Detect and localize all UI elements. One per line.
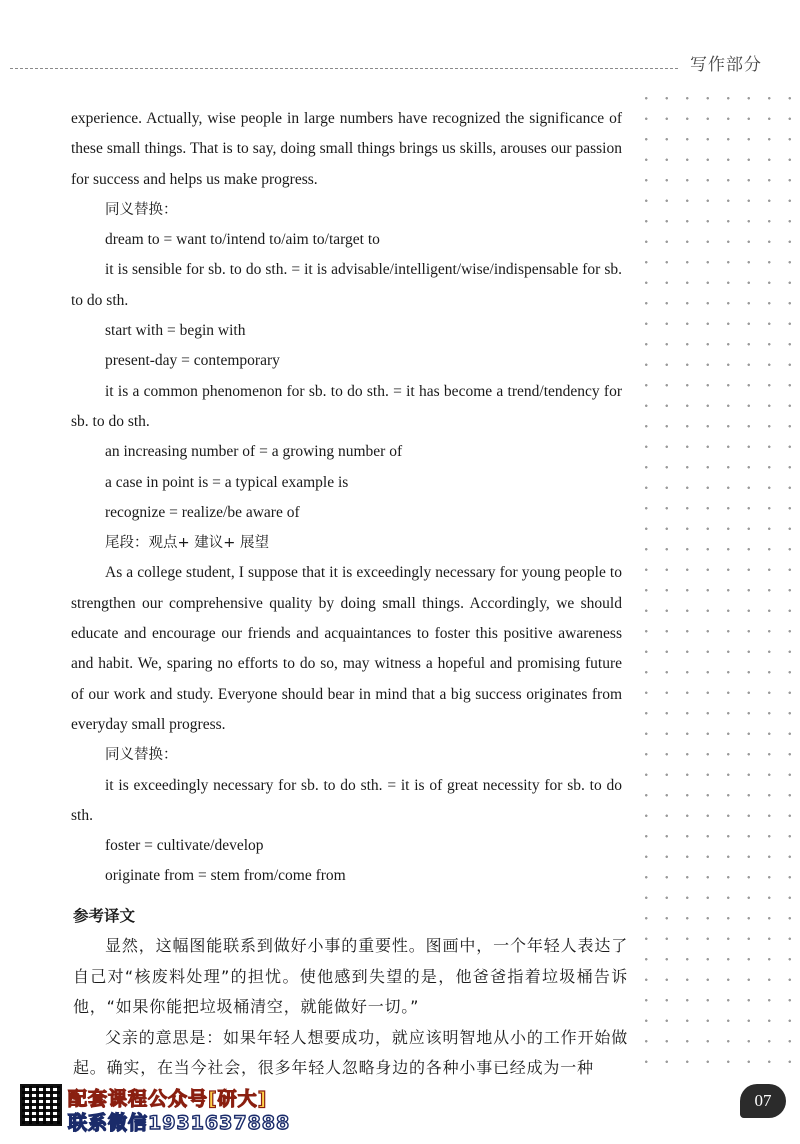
synonym-line: it is a common phenomenon for sb. to do sth. = it has become a trend/tendency for sb. to do sth.: [71, 382, 622, 430]
watermark-line-2: 联系微信1931637888: [68, 1112, 291, 1134]
ending-label: 尾段：观点+ 建议+ 展望: [105, 535, 270, 552]
page-number-badge: 07: [740, 1084, 786, 1118]
synonym-line: dream to = want to/intend to/aim to/target to: [105, 231, 380, 249]
margin-dot-grid: [636, 88, 800, 1078]
synonyms-label: 同义替换：: [105, 201, 178, 218]
watermark-line-1: 配套课程公众号[研大]: [68, 1088, 268, 1110]
reference-title: 参考译文: [73, 907, 136, 925]
english-body: [71, 104, 622, 892]
synonym-line: recognize = realize/be aware of: [105, 503, 300, 521]
header-rule: [10, 68, 678, 69]
translation-paragraph: 父亲的意思是：如果年轻人想要成功，就应该明智地从小的工作开始做起。确实，在当今社会，很多年轻人忽略身边的各种小事已经成为一种: [73, 1027, 628, 1077]
synonym-line: present-day = contemporary: [105, 352, 280, 370]
synonym-line: a case in point is = a typical example is: [105, 473, 349, 491]
section-title: 写作部分: [690, 55, 762, 75]
synonym-line: it is exceedingly necessary for sb. to do sth. = it is of great necessity for sb. to do sth.: [71, 776, 622, 824]
synonym-line: start with = begin with: [105, 322, 246, 340]
synonyms-label: 同义替换：: [105, 747, 178, 764]
synonym-line: it is sensible for sb. to do sth. = it is advisable/intelligent/wise/indispensable for sb. to do sth.: [71, 261, 622, 309]
translation-paragraph: 显然，这幅图能联系到做好小事的重要性。图画中，一个年轻人表达了自己对“核废料处理”的担忧。使他感到失望的是，他爸爸指着垃圾桶告诉他，“如果你能把垃圾桶清空，就能做好一切。”: [73, 936, 628, 1016]
qr-code-icon: [20, 1084, 62, 1126]
paragraph-continuation: experience. Actually, wise people in large numbers have recognized the significance of these small things. That is to say, doing small things brings us skills, arouses our passion for success and helps us make progress.: [71, 110, 622, 188]
ending-paragraph: As a college student, I suppose that it is exceedingly necessary for young people to strengthen our comprehensive quality by doing small things. Accordingly, we should educate and encourage our friends and acquaintances to foster this positive awareness and habit. We, sparing no efforts to do so, may witness a hopeful and promising future of our work and study. Everyone should bear in mind that a big success originates from everyday small progress.: [71, 564, 622, 733]
synonym-line: foster = cultivate/develop: [105, 837, 264, 855]
reference-translation: [73, 931, 628, 1084]
synonym-line: an increasing number of = a growing number of: [105, 443, 403, 461]
synonym-line: originate from = stem from/come from: [105, 867, 346, 885]
